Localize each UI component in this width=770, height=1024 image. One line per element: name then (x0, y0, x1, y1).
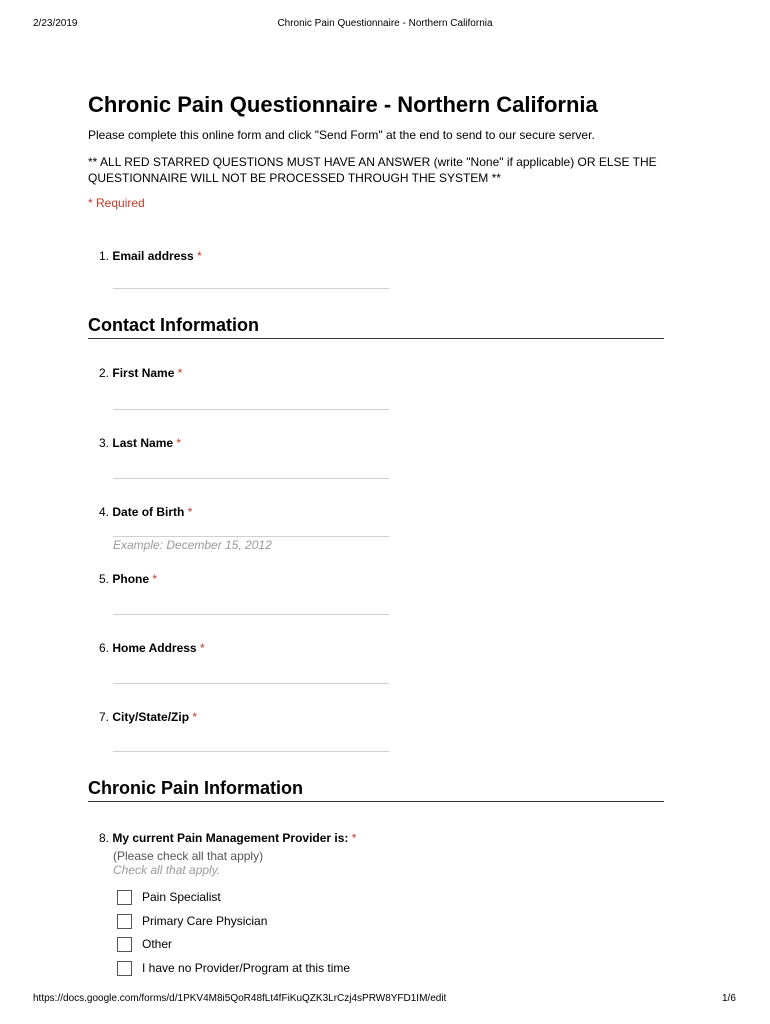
question-text: City/State/Zip (112, 710, 190, 724)
question-text: Date of Birth (112, 505, 185, 519)
email-input[interactable] (113, 288, 389, 289)
first-name-input[interactable] (113, 409, 389, 410)
required-star: * (199, 641, 205, 655)
question-text: Last Name (112, 436, 174, 450)
question-last-name-label (99, 436, 181, 450)
question-number: 6. (99, 641, 110, 655)
check-all-hint: Check all that apply. (113, 863, 221, 877)
question-date-of-birth-label (99, 505, 192, 519)
phone-input[interactable] (113, 614, 389, 615)
option-label: Pain Specialist (142, 890, 221, 904)
question-email-label (99, 249, 202, 263)
form-title: Chronic Pain Questionnaire - Northern California (88, 92, 598, 117)
option-no-provider[interactable] (117, 959, 350, 977)
form-description: Please complete this online form and click "Send Form" at the end to send to our secure server. (88, 128, 595, 142)
question-city-state-zip-label (99, 710, 197, 724)
date-of-birth-input[interactable] (113, 536, 389, 537)
question-number: 2. (99, 366, 110, 380)
print-page-number: 1/6 (722, 993, 736, 1004)
print-header-title: Chronic Pain Questionnaire - Northern California (277, 18, 493, 29)
checkbox[interactable] (117, 890, 132, 905)
question-text: First Name (112, 366, 175, 380)
form-notice: ** ALL RED STARRED QUESTIONS MUST HAVE AN ANSWER (write "None" if applicable) OR ELSE THE QUESTIONNAIRE WILL NOT BE PROCESSED THROUGH THE SYSTEM ** (88, 155, 657, 185)
option-primary-care-physician[interactable] (117, 912, 267, 930)
checkbox[interactable] (117, 961, 132, 976)
question-pain-provider-subtext: (Please check all that apply) (113, 849, 264, 863)
city-state-zip-input[interactable] (113, 751, 389, 752)
question-number: 7. (99, 710, 110, 724)
required-star: * (176, 436, 182, 450)
option-label: I have no Provider/Program at this time (142, 961, 351, 975)
print-date: 2/23/2019 (33, 18, 78, 29)
option-label: Other (142, 937, 173, 951)
question-number: 4. (99, 505, 110, 519)
question-number: 1. (99, 249, 110, 263)
option-other[interactable] (117, 935, 172, 953)
required-star: * (351, 831, 357, 845)
question-text: Phone (112, 572, 150, 586)
question-text: Email address (112, 249, 194, 263)
option-label: Primary Care Physician (142, 914, 268, 928)
question-number: 5. (99, 572, 110, 586)
section-contact-information: Contact Information (88, 315, 664, 339)
checkbox[interactable] (117, 914, 132, 929)
print-footer-url: https://docs.google.com/forms/d/1PKV4M8i5QoR48fLt4fFiKuQZK3LrCzj4sPRW8YFD1IM/edit (33, 993, 447, 1004)
section-chronic-pain-information: Chronic Pain Information (88, 778, 664, 802)
question-phone-label (99, 572, 157, 586)
question-number: 8. (99, 831, 110, 845)
last-name-input[interactable] (113, 478, 389, 479)
required-star: * (192, 710, 198, 724)
question-text: My current Pain Management Provider is: (112, 831, 349, 845)
required-star: * (177, 366, 183, 380)
option-pain-specialist[interactable] (117, 888, 221, 906)
question-home-address-label (99, 641, 205, 655)
checkbox[interactable] (117, 937, 132, 952)
required-star: * (152, 572, 158, 586)
question-number: 3. (99, 436, 110, 450)
home-address-input[interactable] (113, 683, 389, 684)
question-first-name-label (99, 366, 182, 380)
required-star: * (197, 249, 202, 263)
question-pain-provider-label (99, 831, 356, 845)
required-note: * Required (88, 196, 145, 210)
question-text: Home Address (112, 641, 197, 655)
required-star: * (187, 505, 193, 519)
date-of-birth-hint: Example: December 15, 2012 (113, 538, 272, 552)
